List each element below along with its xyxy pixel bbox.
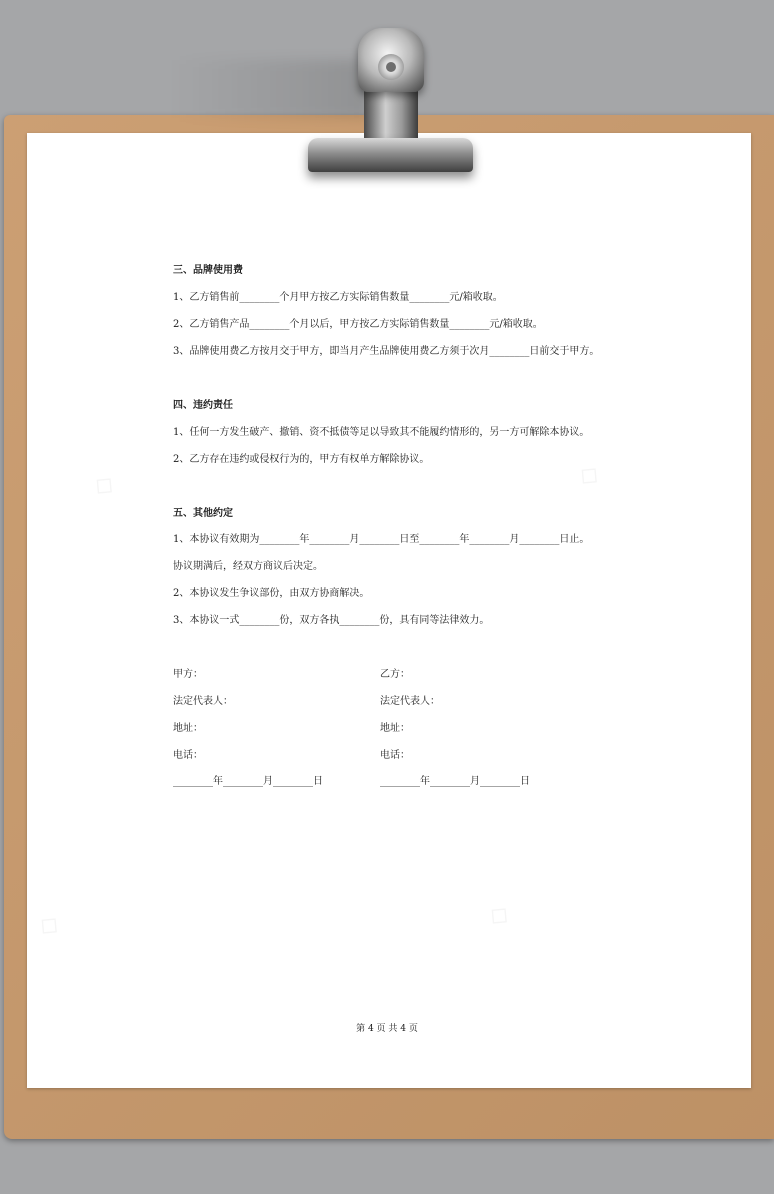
party-b-date: ________年________月________日 xyxy=(380,776,530,787)
clip-base xyxy=(308,138,473,172)
clause-other-3: 3、本协议一式________份，双方各执________份，具有同等法律效力。 xyxy=(173,615,490,626)
party-a-date: ________年________月________日 xyxy=(173,776,323,787)
clause-other-2: 2、本协议发生争议部份，由双方协商解决。 xyxy=(173,588,370,599)
party-b-phone: 电话： xyxy=(380,750,410,761)
clause-liability-1: 1、任何一方发生破产、撤销、资不抵债等足以导致其不能履约情形的，另一方可解除本协议。 xyxy=(173,427,590,438)
clip-rivet-center xyxy=(386,62,396,72)
clause-brand-fee-1: 1、乙方销售前________个月甲方按乙方实际销售数量________元/箱收取。 xyxy=(173,292,503,303)
party-a-label: 甲方： xyxy=(173,669,203,680)
clause-other-1: 1、本协议有效期为________年________月________日至________年________月________日止。 xyxy=(173,534,590,545)
watermark: ◇ xyxy=(572,457,608,493)
section-heading-other: 五、其他约定 xyxy=(173,508,233,519)
party-a-address: 地址： xyxy=(173,723,203,734)
party-a-phone: 电话： xyxy=(173,750,203,761)
party-a-rep: 法定代表人： xyxy=(173,696,233,707)
page-footer: 第 4 页 共 4 页 xyxy=(356,1024,418,1034)
watermark: ◇ xyxy=(482,897,518,933)
party-b-rep: 法定代表人： xyxy=(380,696,440,707)
document-page xyxy=(27,133,751,1088)
section-heading-brand-fee: 三、品牌使用费 xyxy=(173,265,243,276)
section-heading-liability: 四、违约责任 xyxy=(173,400,233,411)
clause-brand-fee-3: 3、品牌使用费乙方按月交于甲方，即当月产生品牌使用费乙方须于次月________日前交于甲方。 xyxy=(173,346,600,357)
clause-brand-fee-2: 2、乙方销售产品________个月以后，甲方按乙方实际销售数量________元/箱收取。 xyxy=(173,319,543,330)
clause-other-1b: 协议期满后，经双方商议后决定。 xyxy=(173,561,323,572)
party-b-label: 乙方： xyxy=(380,669,410,680)
clause-liability-2: 2、乙方存在违约或侵权行为的，甲方有权单方解除协议。 xyxy=(173,454,430,465)
watermark: ◇ xyxy=(32,907,68,943)
watermark: ◇ xyxy=(87,467,123,503)
clip-shadow xyxy=(170,60,370,118)
party-b-address: 地址： xyxy=(380,723,410,734)
